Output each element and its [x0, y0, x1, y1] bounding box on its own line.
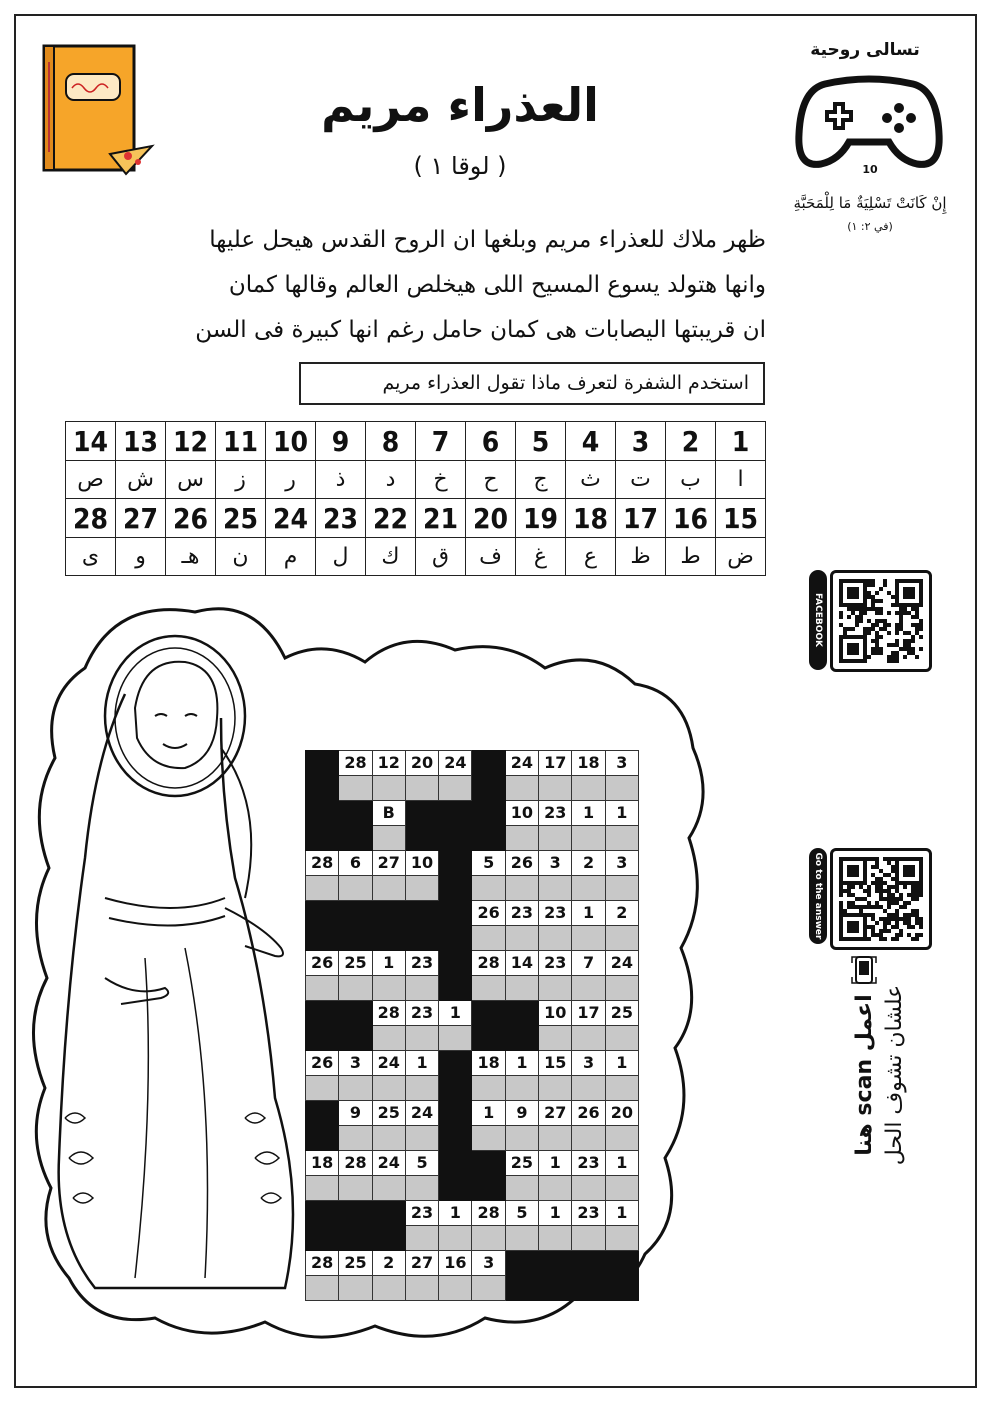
puzzle-code-cell: 25: [505, 1151, 538, 1176]
puzzle-black-cell: [306, 1201, 339, 1226]
puzzle-black-cell: [472, 776, 505, 801]
puzzle-answer-cell[interactable]: [605, 776, 638, 801]
puzzle-answer-cell[interactable]: [505, 876, 538, 901]
puzzle-answer-cell[interactable]: [572, 876, 605, 901]
cipher-letter: ف: [466, 538, 516, 576]
puzzle-black-cell: [539, 1276, 572, 1301]
puzzle-code-cell: 1: [505, 1051, 538, 1076]
puzzle-answer-cell[interactable]: [339, 976, 372, 1001]
puzzle-black-cell: [306, 1101, 339, 1126]
puzzle-code-cell: 25: [372, 1101, 405, 1126]
puzzle-code-cell: 3: [539, 851, 572, 876]
puzzle-answer-cell[interactable]: [306, 876, 339, 901]
cipher-letter: ج: [516, 461, 566, 499]
puzzle-black-cell: [572, 1276, 605, 1301]
puzzle-black-cell: [306, 1001, 339, 1026]
puzzle-black-cell: [472, 1176, 505, 1201]
puzzle-black-cell: [439, 1151, 472, 1176]
puzzle-answer-cell[interactable]: [405, 1176, 438, 1201]
puzzle-black-cell: [439, 976, 472, 1001]
puzzle-code-cell: 28: [372, 1001, 405, 1026]
puzzle-black-cell: [306, 826, 339, 851]
puzzle-black-cell: [306, 1126, 339, 1151]
puzzle-answer-cell[interactable]: [505, 926, 538, 951]
puzzle-black-cell: [306, 1026, 339, 1051]
scripture-reference: ( لوقا ١ ): [413, 152, 507, 180]
puzzle-black-cell: [439, 851, 472, 876]
puzzle-answer-cell[interactable]: [439, 1276, 472, 1301]
puzzle-answer-cell[interactable]: [605, 1076, 638, 1101]
puzzle-answer-cell[interactable]: [306, 1276, 339, 1301]
puzzle-answer-cell[interactable]: [539, 1076, 572, 1101]
puzzle-code-cell: 23: [405, 951, 438, 976]
cipher-letter: و: [116, 538, 166, 576]
facebook-qr-code[interactable]: [830, 570, 932, 672]
puzzle-black-cell: [505, 1026, 538, 1051]
puzzle-code-cell: 23: [572, 1201, 605, 1226]
puzzle-answer-cell[interactable]: [405, 776, 438, 801]
cipher-letter: ش: [116, 461, 166, 499]
cipher-letter: ح: [466, 461, 516, 499]
cipher-number: 25: [216, 499, 266, 538]
cipher-letter: هـ: [166, 538, 216, 576]
puzzle-code-cell: 3: [605, 751, 638, 776]
puzzle-black-cell: [306, 801, 339, 826]
puzzle-answer-cell[interactable]: [405, 976, 438, 1001]
puzzle-answer-cell[interactable]: [605, 976, 638, 1001]
book-pizza-icon: [40, 42, 158, 177]
puzzle-answer-cell[interactable]: [572, 826, 605, 851]
puzzle-code-cell: 23: [572, 1151, 605, 1176]
answer-qr-code[interactable]: [830, 848, 932, 950]
cipher-letter: ب: [666, 461, 716, 499]
puzzle-code-cell: 26: [572, 1101, 605, 1126]
puzzle-black-cell: [306, 926, 339, 951]
cipher-letter: م: [266, 538, 316, 576]
puzzle-code-cell: 1: [539, 1201, 572, 1226]
puzzle-answer-cell[interactable]: [372, 826, 405, 851]
cipher-letter: ت: [616, 461, 666, 499]
puzzle-black-cell: [439, 1176, 472, 1201]
puzzle-answer-cell[interactable]: [572, 1126, 605, 1151]
puzzle-code-cell: 7: [572, 951, 605, 976]
puzzle-black-cell: [472, 801, 505, 826]
puzzle-answer-cell[interactable]: [339, 1126, 372, 1151]
cipher-number: 2: [666, 422, 716, 461]
cipher-number: 23: [316, 499, 366, 538]
puzzle-black-cell: [405, 901, 438, 926]
puzzle-answer-cell[interactable]: [472, 976, 505, 1001]
puzzle-black-cell: [339, 901, 372, 926]
puzzle-code-cell: 24: [372, 1151, 405, 1176]
puzzle-code-cell: 1: [372, 951, 405, 976]
puzzle-answer-cell[interactable]: [372, 876, 405, 901]
puzzle-code-cell: 1: [572, 801, 605, 826]
cipher-letter: ن: [216, 538, 266, 576]
facebook-label: FACEBOOK: [809, 570, 827, 670]
story-line: ان قريبتها اليصابات هى كمان حامل رغم انها كبيرة فى السن: [195, 317, 766, 343]
puzzle-code-cell: 3: [339, 1051, 372, 1076]
puzzle-answer-cell[interactable]: [572, 1026, 605, 1051]
cipher-letter: ك: [366, 538, 416, 576]
puzzle-answer-cell[interactable]: [339, 1176, 372, 1201]
puzzle-code-cell: 6: [339, 851, 372, 876]
puzzle-answer-cell[interactable]: [539, 976, 572, 1001]
puzzle-answer-cell[interactable]: [306, 976, 339, 1001]
puzzle-answer-cell[interactable]: [405, 1126, 438, 1151]
puzzle-black-cell: [306, 751, 339, 776]
puzzle-answer-cell[interactable]: [505, 826, 538, 851]
puzzle-code-cell: 24: [405, 1101, 438, 1126]
puzzle-black-cell: [472, 826, 505, 851]
puzzle-code-cell: 17: [539, 751, 572, 776]
puzzle-code-cell: 1: [472, 1101, 505, 1126]
puzzle-black-cell: [472, 1026, 505, 1051]
puzzle-code-cell: 25: [339, 1251, 372, 1276]
puzzle-black-cell: [472, 751, 505, 776]
puzzle-code-cell: 26: [472, 901, 505, 926]
cipher-letter: ذ: [316, 461, 366, 499]
puzzle-code-cell: 1: [605, 1201, 638, 1226]
puzzle-answer-cell[interactable]: [605, 1176, 638, 1201]
puzzle-code-cell: 28: [306, 851, 339, 876]
puzzle-answer-cell[interactable]: [572, 976, 605, 1001]
puzzle-code-cell: 23: [405, 1001, 438, 1026]
puzzle-code-cell: 23: [539, 951, 572, 976]
puzzle-black-cell: [439, 826, 472, 851]
puzzle-answer-cell[interactable]: [539, 776, 572, 801]
page-title: العذراء مريم: [321, 78, 599, 132]
puzzle-answer-cell[interactable]: [505, 1226, 538, 1251]
puzzle-black-cell: [306, 901, 339, 926]
cipher-number: 27: [116, 499, 166, 538]
puzzle-black-cell: [505, 1276, 538, 1301]
puzzle-code-cell: 14: [505, 951, 538, 976]
cipher-number: 6: [466, 422, 516, 461]
puzzle-answer-cell[interactable]: [605, 926, 638, 951]
puzzle-answer-cell[interactable]: [339, 776, 372, 801]
puzzle-answer-cell[interactable]: [405, 1026, 438, 1051]
puzzle-code-cell: 10: [405, 851, 438, 876]
puzzle-answer-cell[interactable]: [605, 1026, 638, 1051]
puzzle-answer-cell[interactable]: [572, 926, 605, 951]
puzzle-answer-cell[interactable]: [572, 1176, 605, 1201]
puzzle-answer-cell[interactable]: [372, 1076, 405, 1101]
cipher-number: 15: [716, 499, 766, 538]
puzzle-black-cell: [405, 926, 438, 951]
puzzle-black-cell: [339, 1026, 372, 1051]
puzzle-code-cell: 1: [605, 1051, 638, 1076]
puzzle-code-cell: 27: [539, 1101, 572, 1126]
puzzle-code-cell: 5: [405, 1151, 438, 1176]
puzzle-black-cell: [439, 1076, 472, 1101]
cipher-number: 7: [416, 422, 466, 461]
puzzle-code-cell: 26: [306, 1051, 339, 1076]
puzzle-code-cell: 15: [539, 1051, 572, 1076]
puzzle-black-cell: [306, 776, 339, 801]
scan-line-1: اعمل scan هنا: [852, 994, 877, 1156]
cipher-number: 22: [366, 499, 416, 538]
puzzle-answer-cell[interactable]: [372, 976, 405, 1001]
puzzle-answer-cell[interactable]: [372, 1126, 405, 1151]
cipher-number: 19: [516, 499, 566, 538]
puzzle-black-cell: [306, 1226, 339, 1251]
cipher-letter: ض: [716, 538, 766, 576]
puzzle-answer-cell[interactable]: [472, 1226, 505, 1251]
puzzle-code-cell: 28: [472, 951, 505, 976]
cipher-number: 20: [466, 499, 516, 538]
puzzle-code-cell: 24: [605, 951, 638, 976]
cipher-number: 11: [216, 422, 266, 461]
puzzle-code-cell: B: [372, 801, 405, 826]
puzzle-code-cell: 24: [439, 751, 472, 776]
brand-name: تسالى روحية: [810, 40, 920, 60]
puzzle-code-cell: 3: [572, 1051, 605, 1076]
puzzle-code-cell: 25: [339, 951, 372, 976]
puzzle-answer-cell[interactable]: [372, 776, 405, 801]
puzzle-answer-cell[interactable]: [505, 976, 538, 1001]
puzzle-code-cell: 1: [539, 1151, 572, 1176]
puzzle-black-cell: [339, 926, 372, 951]
puzzle-answer-cell[interactable]: [472, 1076, 505, 1101]
puzzle-code-cell: 17: [572, 1001, 605, 1026]
puzzle-black-cell: [405, 801, 438, 826]
puzzle-code-cell: 9: [505, 1101, 538, 1126]
puzzle-black-cell: [339, 1201, 372, 1226]
story-paragraph: [110, 218, 766, 353]
puzzle-answer-cell[interactable]: [439, 1226, 472, 1251]
puzzle-code-cell: 1: [605, 801, 638, 826]
cipher-letter: ع: [566, 538, 616, 576]
cipher-number: 4: [566, 422, 616, 461]
puzzle-answer-cell[interactable]: [605, 1126, 638, 1151]
puzzle-black-cell: [472, 1151, 505, 1176]
cipher-letter: ى: [66, 538, 116, 576]
cipher-number: 28: [66, 499, 116, 538]
puzzle-code-cell: 27: [405, 1251, 438, 1276]
puzzle-answer-cell[interactable]: [372, 1026, 405, 1051]
brand-verse: إِنْ كَانَتْ تَسْلِيَةٌ مَا لِلْمَحَبَّةِ: [793, 194, 947, 212]
puzzle-code-cell: 20: [605, 1101, 638, 1126]
puzzle-code-cell: 12: [372, 751, 405, 776]
puzzle-answer-cell[interactable]: [339, 1276, 372, 1301]
puzzle-answer-cell[interactable]: [572, 776, 605, 801]
cipher-letter: د: [366, 461, 416, 499]
puzzle-answer-cell[interactable]: [605, 826, 638, 851]
cipher-number: 26: [166, 499, 216, 538]
puzzle-answer-cell[interactable]: [539, 876, 572, 901]
puzzle-code-cell: 3: [605, 851, 638, 876]
cipher-number: 3: [616, 422, 666, 461]
puzzle-black-cell: [539, 1251, 572, 1276]
puzzle-answer-cell[interactable]: [539, 1126, 572, 1151]
puzzle-black-cell: [372, 1226, 405, 1251]
cipher-letter: ق: [416, 538, 466, 576]
cipher-number: 8: [366, 422, 416, 461]
cipher-letter: ظ: [616, 538, 666, 576]
puzzle-black-cell: [405, 826, 438, 851]
puzzle-code-cell: 10: [539, 1001, 572, 1026]
puzzle-answer-cell[interactable]: [539, 1226, 572, 1251]
puzzle-answer-cell[interactable]: [505, 1176, 538, 1201]
cipher-key-table: [65, 421, 766, 576]
puzzle-code-cell: 23: [505, 901, 538, 926]
cipher-number: 13: [116, 422, 166, 461]
puzzle-code-cell: 26: [505, 851, 538, 876]
puzzle-black-cell: [505, 1001, 538, 1026]
cipher-number: 16: [666, 499, 716, 538]
cipher-letter: ث: [566, 461, 616, 499]
puzzle-answer-cell[interactable]: [472, 926, 505, 951]
cipher-number: 12: [166, 422, 216, 461]
puzzle-code-cell: 25: [605, 1001, 638, 1026]
puzzle-code-cell: 26: [306, 951, 339, 976]
puzzle-code-cell: 1: [605, 1151, 638, 1176]
puzzle-black-cell: [439, 876, 472, 901]
puzzle-answer-cell[interactable]: [339, 1076, 372, 1101]
puzzle-answer-cell[interactable]: [572, 1226, 605, 1251]
puzzle-code-cell: 2: [605, 901, 638, 926]
puzzle-code-cell: 28: [472, 1201, 505, 1226]
brand-verse-reference: (في ٢: ١): [847, 220, 893, 233]
puzzle-black-cell: [339, 826, 372, 851]
cipher-letter: ل: [316, 538, 366, 576]
answer-label: Go to the answer: [809, 848, 827, 944]
puzzle-black-cell: [372, 926, 405, 951]
puzzle-answer-cell[interactable]: [439, 776, 472, 801]
puzzle-answer-cell[interactable]: [405, 1276, 438, 1301]
puzzle-black-cell: [372, 1201, 405, 1226]
puzzle-code-cell: 24: [505, 751, 538, 776]
puzzle-answer-cell[interactable]: [472, 1126, 505, 1151]
cipher-letter: خ: [416, 461, 466, 499]
story-line: وانها هتولد يسوع المسيح اللى هيخلص العالم وقالها كمان: [228, 272, 766, 298]
puzzle-black-cell: [505, 1251, 538, 1276]
scan-line-2: علشان تشوف الحل: [882, 984, 907, 1166]
scan-instructions: [830, 960, 930, 1190]
puzzle-black-cell: [605, 1251, 638, 1276]
puzzle-black-cell: [605, 1276, 638, 1301]
puzzle-black-cell: [439, 1126, 472, 1151]
story-line: ظهر ملاك للعذراء مريم وبلغها ان الروح القدس هيحل عليها: [209, 227, 766, 253]
puzzle-answer-cell[interactable]: [405, 1076, 438, 1101]
puzzle-code-cell: 1: [439, 1201, 472, 1226]
cipher-letter: ط: [666, 538, 716, 576]
cipher-number: 10: [266, 422, 316, 461]
puzzle-code-cell: 20: [405, 751, 438, 776]
puzzle-code-cell: 5: [472, 851, 505, 876]
cipher-letter: غ: [516, 538, 566, 576]
puzzle-code-cell: 3: [472, 1251, 505, 1276]
puzzle-answer-cell[interactable]: [505, 776, 538, 801]
cipher-number: 5: [516, 422, 566, 461]
puzzle-code-cell: 28: [306, 1251, 339, 1276]
puzzle-answer-cell[interactable]: [539, 826, 572, 851]
cipher-number: 21: [416, 499, 466, 538]
puzzle-code-cell: 28: [339, 751, 372, 776]
puzzle-code-cell: 23: [405, 1201, 438, 1226]
puzzle-answer-cell[interactable]: [405, 876, 438, 901]
cipher-number: 1: [716, 422, 766, 461]
puzzle-black-cell: [439, 1101, 472, 1126]
instruction-box: استخدم الشفرة لتعرف ماذا تقول العذراء مريم: [299, 362, 765, 405]
cipher-letter: ا: [716, 461, 766, 499]
puzzle-answer-cell[interactable]: [539, 1176, 572, 1201]
puzzle-answer-cell[interactable]: [505, 1126, 538, 1151]
puzzle-code-cell: 10: [505, 801, 538, 826]
game-controller-icon: [795, 72, 943, 172]
puzzle-answer-cell[interactable]: [472, 876, 505, 901]
cipher-number: 18: [566, 499, 616, 538]
puzzle-black-cell: [439, 926, 472, 951]
puzzle-code-cell: 1: [572, 901, 605, 926]
issue-number: 10: [862, 163, 878, 176]
cipher-letter: ر: [266, 461, 316, 499]
puzzle-code-cell: 18: [472, 1051, 505, 1076]
puzzle-code-cell: 1: [405, 1051, 438, 1076]
puzzle-code-cell: 23: [539, 901, 572, 926]
puzzle-black-cell: [339, 1001, 372, 1026]
puzzle-code-cell: 18: [306, 1151, 339, 1176]
cipher-number: 9: [316, 422, 366, 461]
puzzle-answer-cell[interactable]: [306, 1176, 339, 1201]
puzzle-code-cell: 24: [372, 1051, 405, 1076]
puzzle-code-cell: 27: [372, 851, 405, 876]
puzzle-code-cell: 9: [339, 1101, 372, 1126]
cipher-letter: ص: [66, 461, 116, 499]
puzzle-black-cell: [472, 1001, 505, 1026]
crossword-puzzle-grid: [305, 750, 639, 1301]
puzzle-black-cell: [439, 901, 472, 926]
puzzle-code-cell: 1: [439, 1001, 472, 1026]
puzzle-answer-cell[interactable]: [539, 926, 572, 951]
puzzle-answer-cell[interactable]: [405, 1226, 438, 1251]
puzzle-answer-cell[interactable]: [372, 1276, 405, 1301]
cipher-letter: ز: [216, 461, 266, 499]
puzzle-black-cell: [439, 951, 472, 976]
puzzle-answer-cell[interactable]: [306, 1076, 339, 1101]
cipher-letter: س: [166, 461, 216, 499]
puzzle-code-cell: 28: [339, 1151, 372, 1176]
puzzle-answer-cell[interactable]: [372, 1176, 405, 1201]
puzzle-answer-cell[interactable]: [572, 1076, 605, 1101]
puzzle-code-cell: 2: [372, 1251, 405, 1276]
puzzle-code-cell: 18: [572, 751, 605, 776]
puzzle-code-cell: 23: [539, 801, 572, 826]
puzzle-black-cell: [439, 801, 472, 826]
cipher-number: 24: [266, 499, 316, 538]
puzzle-answer-cell[interactable]: [605, 876, 638, 901]
cipher-number: 17: [616, 499, 666, 538]
puzzle-answer-cell[interactable]: [439, 1026, 472, 1051]
puzzle-black-cell: [372, 901, 405, 926]
cipher-number: 14: [66, 422, 116, 461]
puzzle-code-cell: 16: [439, 1251, 472, 1276]
puzzle-answer-cell[interactable]: [605, 1226, 638, 1251]
puzzle-code-cell: 5: [505, 1201, 538, 1226]
puzzle-answer-cell[interactable]: [539, 1026, 572, 1051]
puzzle-answer-cell[interactable]: [505, 1076, 538, 1101]
puzzle-black-cell: [439, 1051, 472, 1076]
puzzle-answer-cell[interactable]: [339, 876, 372, 901]
puzzle-black-cell: [339, 1226, 372, 1251]
puzzle-black-cell: [572, 1251, 605, 1276]
puzzle-code-cell: 2: [572, 851, 605, 876]
puzzle-answer-cell[interactable]: [472, 1276, 505, 1301]
puzzle-black-cell: [339, 801, 372, 826]
